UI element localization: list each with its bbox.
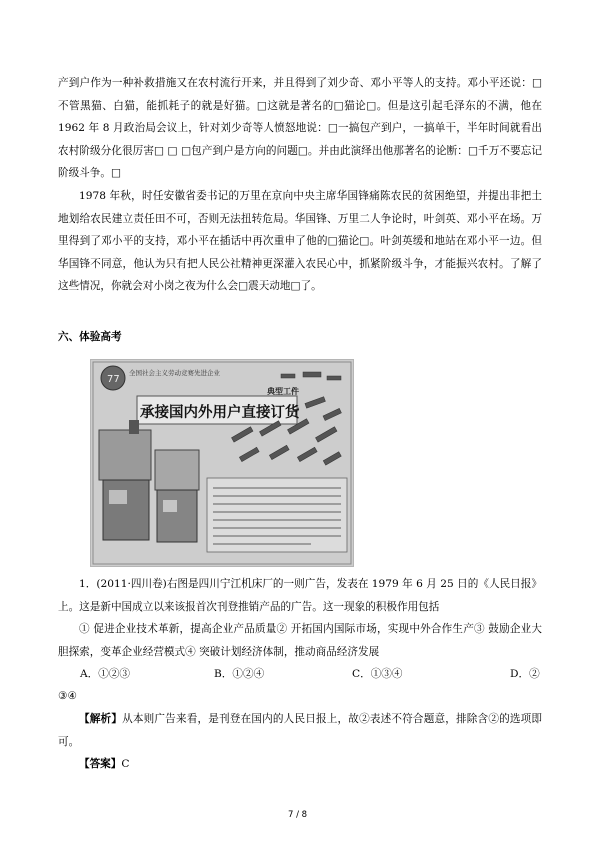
answer-text: C — [121, 758, 130, 770]
question-stem: 1．(2011·四川卷)右图是四川宁江机床厂的一则广告，发表在 1979 年 6 月 25 日的《人民日报》上。这是新中国成立以来该报首次刊登推销产品的广告。这一现象的积极作用包括 — [58, 578, 542, 613]
paragraph-2: 1978 年秋，时任安徽省委书记的万里在京向中央主席华国锋痛陈农民的贫困绝望，并提出非把土地划给农民建立责任田不可，否则无法扭转危局。华国锋、万里二人争论时，叶剑英、邓小平在场。万里得到了邓小平的支持，邓小平在插话中再次重申了他的□猫论□。叶剑英缓和地站在邓小平一边。但华国锋不同意，他认为只有把人民公社精神更深灌入农民心中，抓紧阶级斗争，才能振兴农村。了解了这些情况，你就会对小岗之夜为什么会□震天动地□了。 — [58, 190, 542, 292]
page-number: 7 / 8 — [287, 810, 308, 820]
option-d-continued: ③④ — [58, 690, 77, 702]
option-b: B．①②④ — [214, 668, 265, 680]
ad-top-left-text: 全国社会主义劳动竞赛先进企业 — [129, 369, 220, 377]
analysis-text: 从本则广告来看，是刊登在国内的人民日报上，故②表述不符合题意，排除含②的选项即可。 — [58, 713, 543, 748]
paragraph-1: 产到户作为一种补救措施又在农村流行开来，并且得到了刘少奇、邓小平等人的支持。邓小平还说：□不管黑猫、白猫，能抓耗子的就是好猫。□这就是著名的□猫论□。但是这引起毛泽东的不满，他在 1962 年 8 月政治局会议上，针对刘少奇等人愤怒地说：□一搞包产到户，一搞单干，半年时间就看出农村阶级分化很厉害□ □ □包产到户是方向的问题□。并由此演绎出他那著名的论断：□千万不要忘记阶级斗争。□ — [58, 77, 542, 179]
option-d: D．② — [510, 668, 540, 680]
newspaper-ad-image — [90, 359, 354, 567]
option-c: C．①③④ — [352, 668, 403, 680]
answer — [58, 753, 542, 776]
svg-text:77: 77 — [107, 374, 120, 385]
question-statements: ① 促进企业技术革新，提高企业产品质量② 开拓国内国际市场，实现中外合作生产③ 鼓励企业大胆探索，变革企业经营模式④ 突破计划经济体制，推动商品经济发展 — [58, 623, 542, 658]
answer-label: 【答案】 — [79, 758, 122, 770]
option-a: A．①②③ — [80, 668, 131, 680]
ad-right-top-text: 典型工件 — [267, 387, 299, 396]
ad-slogan: 承接国内外用户直接订货 — [140, 405, 300, 421]
analysis-label: 【解析】 — [79, 713, 123, 725]
analysis — [58, 708, 542, 753]
section-heading: 六、体验高考 — [58, 331, 122, 343]
ad-picture — [91, 360, 353, 566]
